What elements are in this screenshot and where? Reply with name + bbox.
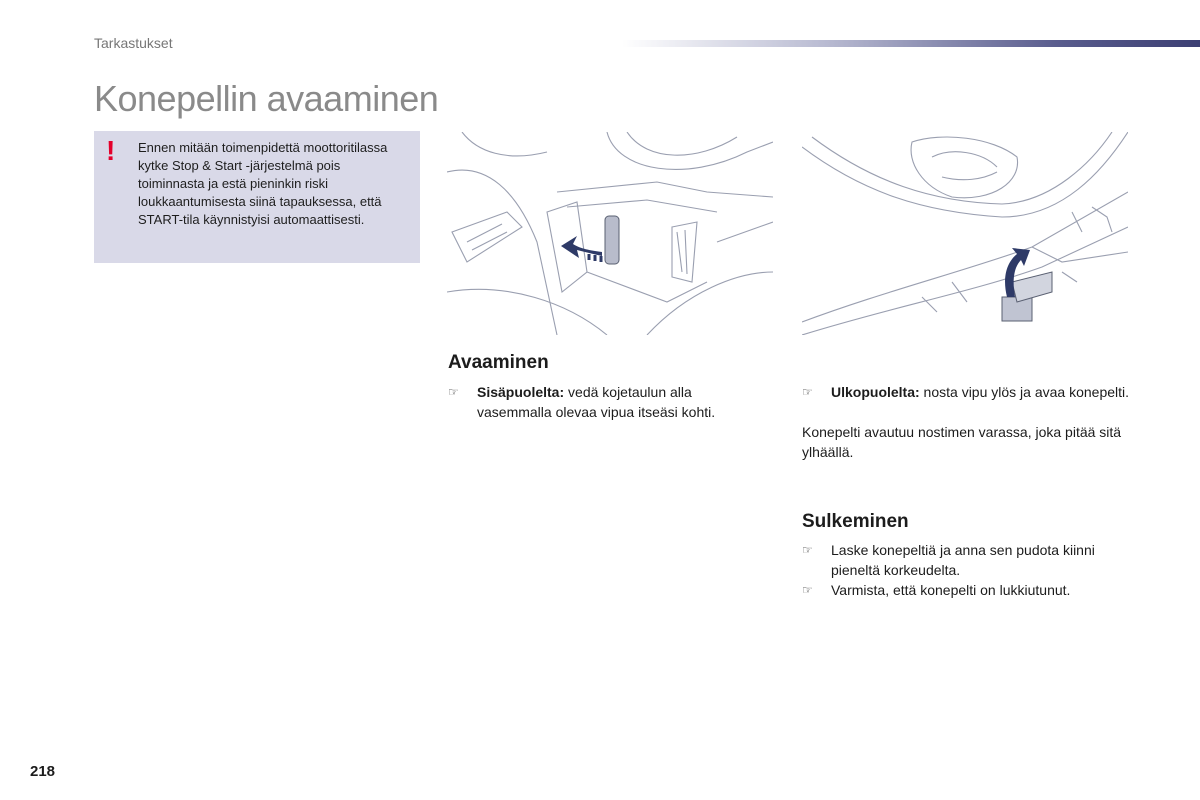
section-header: Tarkastukset [94,35,173,51]
header-gradient-bar [622,40,1200,47]
heading-opening: Avaaminen [448,352,549,373]
warning-text: Ennen mitään toimenpidettä moottoritilassa kytke Stop & Start -järjestelmä pois toiminnasta ja estä pieninkin riski loukkaantumisesta siinä tapauksessa, että START-tila käynnistyisi automaattisesti. [138,140,388,227]
pointing-hand-icon: ☞ [802,385,813,399]
page-number: 218 [30,763,56,780]
exterior-lever-illustration [802,132,1128,335]
list-item-close-1 [802,540,1142,584]
outside-note: Konepelti avautuu nostimen varassa, joka pitää sitä ylhäällä. [802,424,1122,460]
warning-box [94,131,420,263]
pointing-hand-icon: ☞ [448,385,459,399]
pointing-hand-icon: ☞ [802,543,813,557]
warning-icon: ! [106,135,116,166]
list-item-close-2 [802,580,1142,602]
heading-closing: Sulkeminen [802,511,909,532]
close-item-text: Laske konepeltiä ja anna sen pudota kiinni pieneltä korkeudelta. [831,542,1095,578]
interior-lever-illustration [447,132,773,335]
pointing-hand-icon: ☞ [802,583,813,597]
inside-label: Sisäpuolelta: [477,384,565,400]
close-item-text: Varmista, että konepelti on lukkiutunut. [831,582,1071,598]
inside-text: vedä kojetaulun alla vasemmalla olevaa vipua itseäsi kohti. [477,384,716,420]
page-title: Konepellin avaaminen [94,78,439,119]
list-item-inside [448,382,748,426]
outside-label: Ulkopuolelta: [831,384,920,400]
list-item-outside [802,382,1142,426]
outside-text: nosta vipu ylös ja avaa konepelti. [919,384,1130,400]
